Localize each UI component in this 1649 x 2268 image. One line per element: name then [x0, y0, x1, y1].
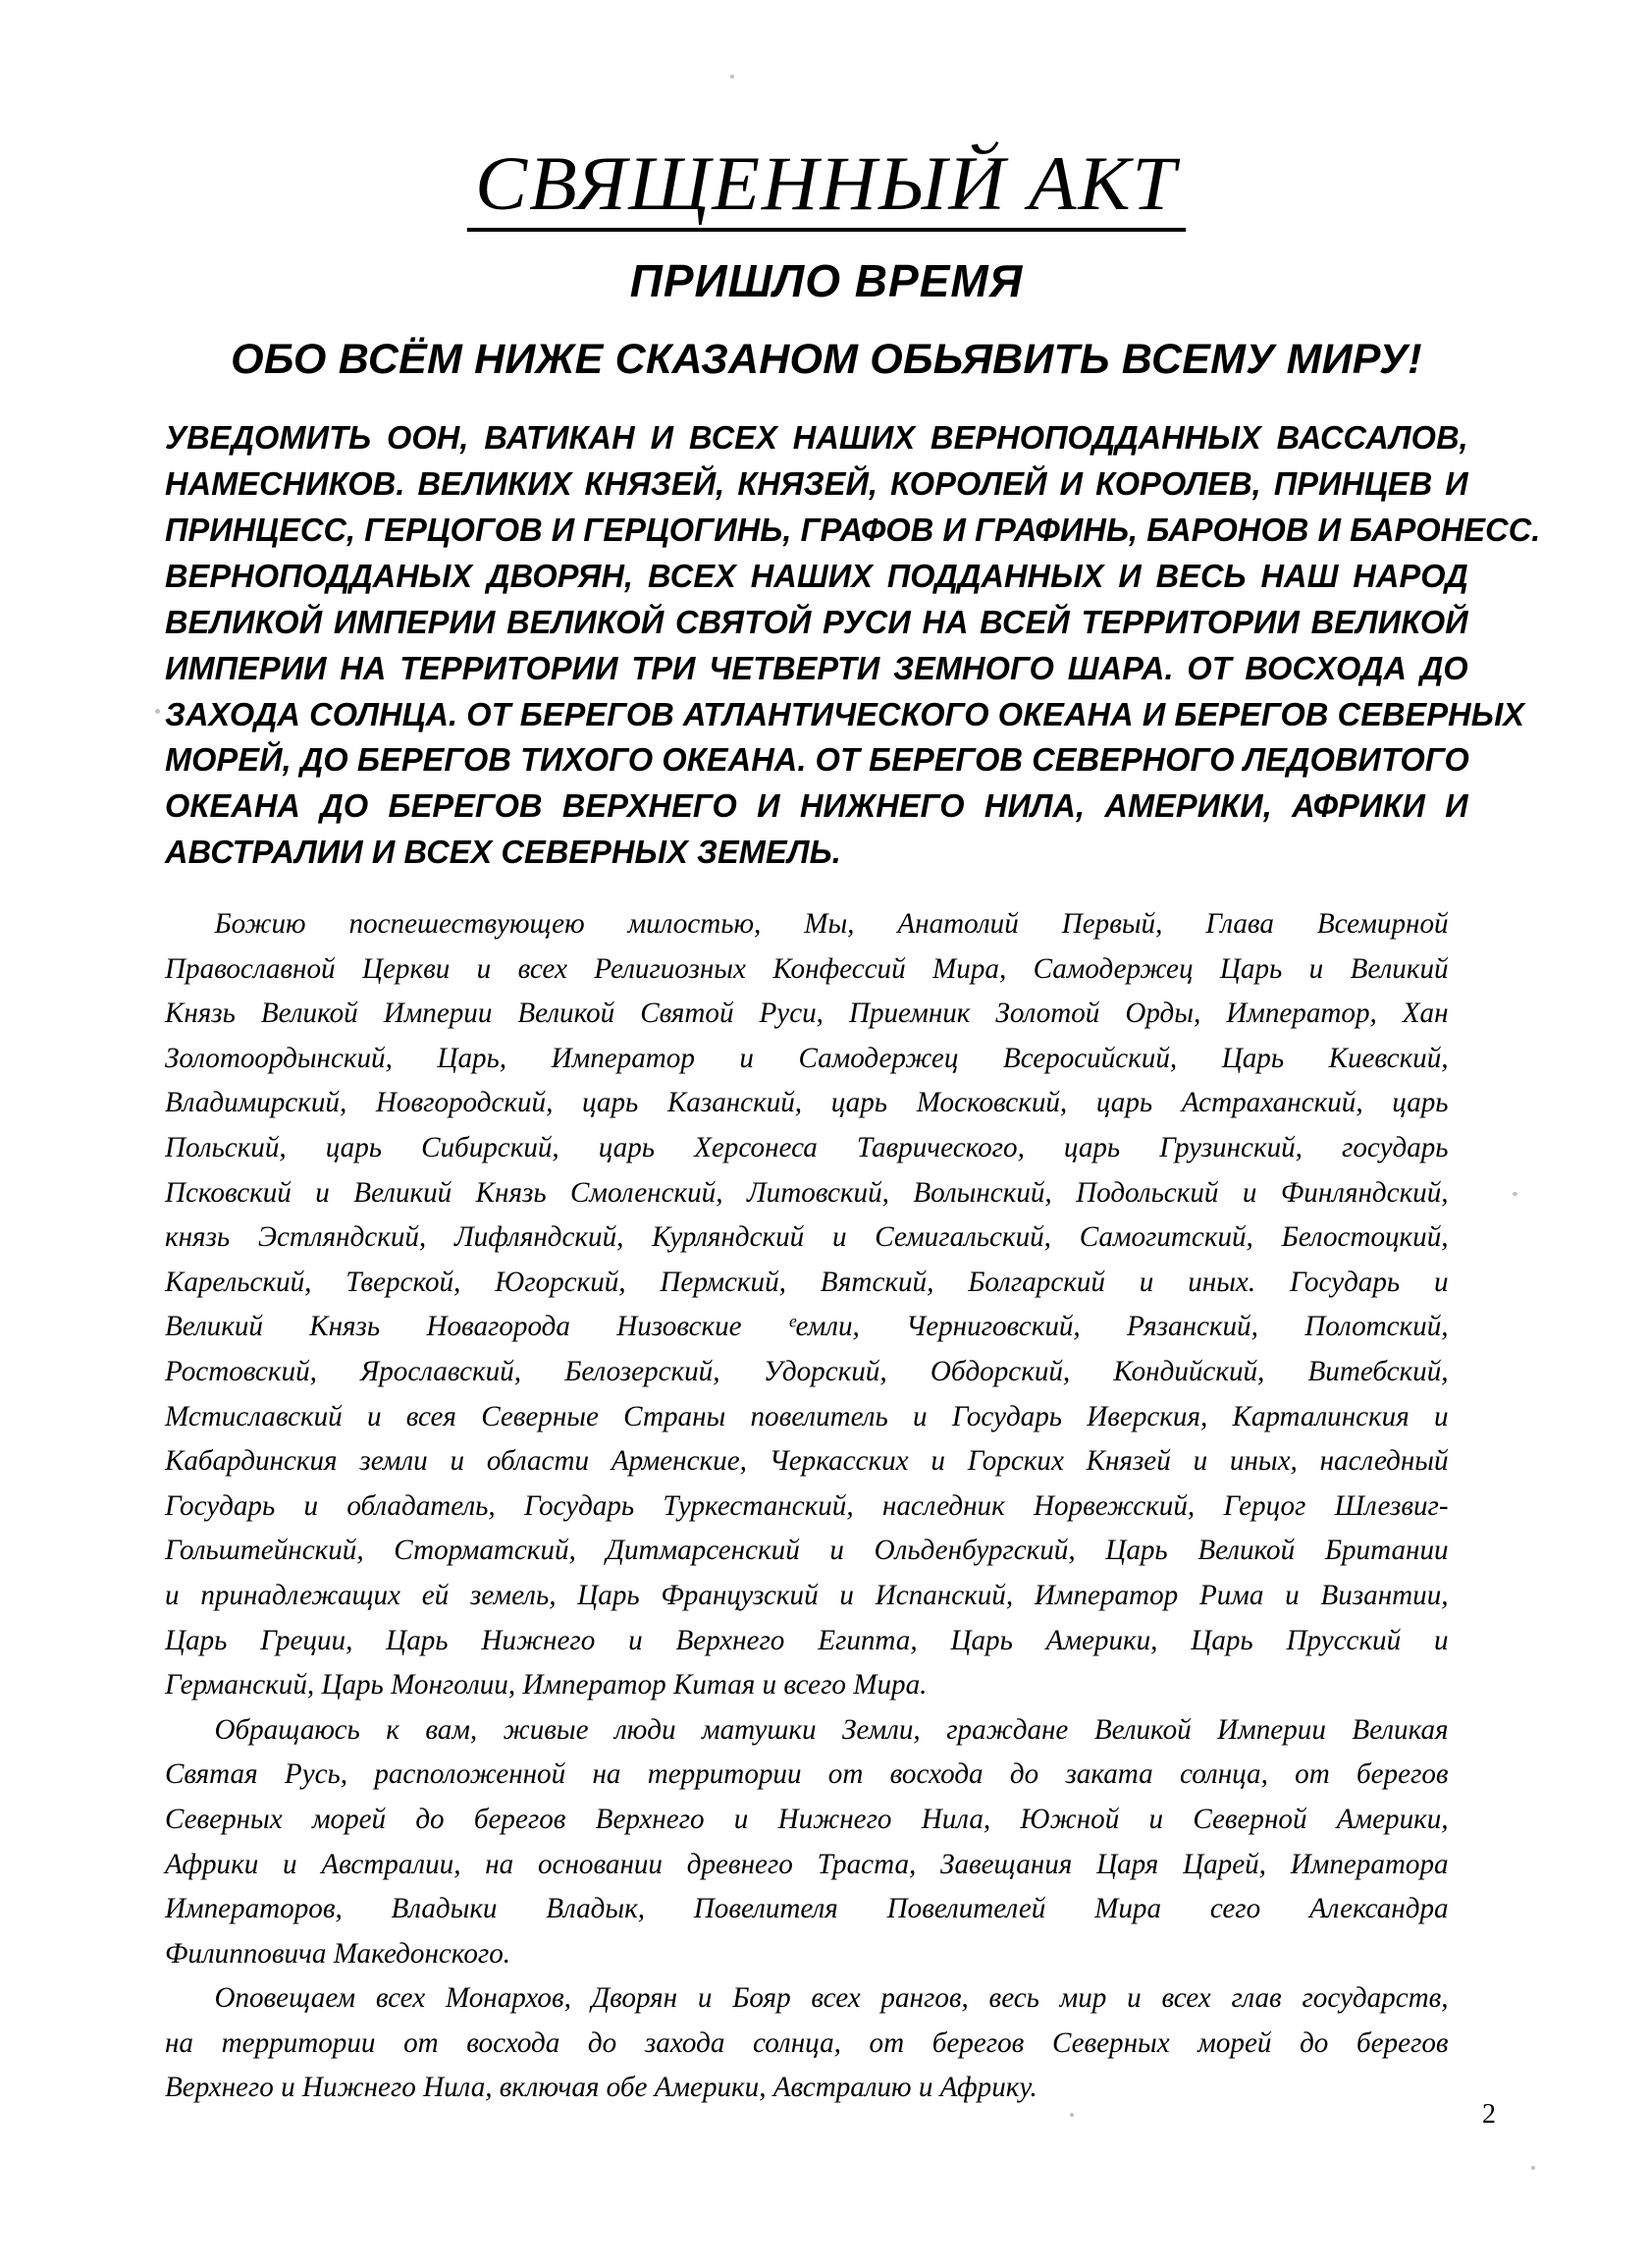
body-line: Филипповича Македонского. [165, 1936, 511, 1970]
page-title-underlined-text: СВЯЩЕННЫЙ АКТ [467, 145, 1186, 232]
body-line: Германский, Царь Монголии, Император Китая и всего Мира. [165, 1668, 928, 1701]
body-line: Государь и обладатель, Государь Туркестанский, наследник Норвежский, Герцог Шлезвиг- [165, 1488, 1449, 1522]
declaration-line: УВЕДОМИТЬ ООН, ВАТИКАН И ВСЕХ НАШИХ ВЕРНОПОДДАННЫХ ВАССАЛОВ, [165, 419, 1468, 457]
declaration-line: ИМПЕРИИ НА ТЕРРИТОРИИ ТРИ ЧЕТВЕРТИ ЗЕМНОГО ШАРА. ОТ ВОСХОДА ДО [165, 649, 1468, 686]
body-paragraph-address [165, 1707, 1488, 1976]
scan-speck [1070, 2113, 1074, 2117]
body-line: Кабардинския земли и области Арменские, Черкасских и Горских Князей и иных, наследный [165, 1444, 1449, 1478]
body-paragraph-titulature [165, 901, 1488, 1707]
body-line: Гольштейнский, Сторматский, Дитмарсенский и Ольденбургский, Царь Великой Британии [165, 1534, 1449, 1567]
body-line: и принадлежащих ей земель, Царь Французский и Испанский, Император Рима и Византии, [165, 1578, 1449, 1611]
body-line: Мстиславский и всея Северные Страны повелитель и Государь Иверския, Карталинския и [165, 1399, 1449, 1432]
body-line: Карельский, Тверской, Югорский, Пермский, Вятский, Болгарский и иных. Государь и [165, 1265, 1449, 1298]
body-line: Золотоордынский, Царь, Император и Самодержец Всеросийский, Царь Киевский, [165, 1041, 1449, 1074]
declaration-line: ОКЕАНА ДО БЕРЕГОВ ВЕРХНЕГО И НИЖНЕГО НИЛА, АМЕРИКИ, АФРИКИ И [165, 787, 1468, 825]
body-line: Божию поспешествующею милостью, Мы, Анатолий Первый, Глава Всемирной [214, 907, 1449, 941]
declaration-line: ЗАХОДА СОЛНЦА. ОТ БЕРЕГОВ АТЛАНТИЧЕСКОГО ОКЕАНА И БЕРЕГОВ СЕВЕРНЫХ [165, 695, 1525, 732]
body-line: князь Эстляндский, Лифляндский, Курляндский и Семигальский, Самогитский, Белостоцкий, [165, 1220, 1449, 1254]
declaration-line: НАМЕСНИКОВ. ВЕЛИКИХ КНЯЗЕЙ, КНЯЗЕЙ, КОРОЛЕЙ И КОРОЛЕВ, ПРИНЦЕВ И [165, 465, 1468, 503]
body-line: Оповещаем всех Монархов, Дворян и Бояр всех рангов, весь мир и всех глав государств, [214, 1981, 1449, 2015]
body-line: Ростовский, Ярославский, Белозерский, Удорский, Обдорский, Кондийский, Витебский, [165, 1354, 1449, 1387]
declaration-line: ВЕЛИКОЙ ИМПЕРИИ ВЕЛИКОЙ СВЯТОЙ РУСИ НА ВСЕЙ ТЕРРИТОРИИ ВЕЛИКОЙ [165, 603, 1468, 640]
body-line: Святая Русь, расположенной на территории от восхода до заката солнца, от берегов [165, 1757, 1449, 1791]
declaration-line: АВСТРАЛИИ И ВСЕХ СЕВЕРНЫХ ЗЕМЕЛЬ. [165, 834, 841, 871]
page-number: 2 [1482, 2099, 1496, 2130]
body-line: Африки и Австралии, на основании древнего Траста, Завещания Царя Царей, Императора [165, 1847, 1449, 1880]
declaration-line: ВЕРНОПОДДАНЫХ ДВОРЯН, ВСЕХ НАШИХ ПОДДАННЫХ И ВЕСЬ НАШ НАРОД [165, 558, 1468, 595]
scan-speck [155, 709, 160, 714]
body-text [165, 876, 1488, 2110]
body-line: Православной Церкви и всех Религиозных Конфессий Мира, Самодержец Царь и Великий [165, 951, 1449, 985]
declaration-block [165, 382, 1541, 876]
body-paragraph-notice [165, 1975, 1488, 2110]
body-line: Владимирский, Новгородский, царь Казанский, царь Московский, царь Астраханский, царь [165, 1086, 1449, 1119]
body-line: Обращаюсь к вам, живые люди матушки Земли, граждане Великой Империи Великая [214, 1712, 1449, 1746]
declaration-line: МОРЕЙ, ДО БЕРЕГОВ ТИХОГО ОКЕАНА. ОТ БЕРЕГОВ СЕВЕРНОГО ЛЕДОВИТОГО [165, 741, 1469, 779]
document-content [165, 0, 1541, 2110]
body-line: Польский, царь Сибирский, царь Херсонеса Таврического, царь Грузинский, государь [165, 1131, 1449, 1163]
scan-speck [1513, 1192, 1517, 1196]
body-line: Псковский и Великий Князь Смоленский, Литовский, Волынский, Подольский и Финляндский, [165, 1175, 1449, 1209]
page-title [165, 0, 1488, 232]
subtitle-secondary: ОБО ВСЁМ НИЖЕ СКАЗАНОМ ОБЬЯВИТЬ ВСЕМУ МИРУ! [231, 336, 1422, 384]
body-line: на территории от восхода до захода солнца, от берегов Северных морей до берегов [165, 2025, 1449, 2059]
declaration-line: ПРИНЦЕСС, ГЕРЦОГОВ И ГЕРЦОГИНЬ, ГРАФОВ И ГРАФИНЬ, БАРОНОВ И БАРОНЕСС. [165, 512, 1541, 549]
body-line: Верхнего и Нижнего Нила, включая обе Америки, Австралию и Африку. [165, 2071, 1037, 2104]
subtitle-primary: ПРИШЛО ВРЕМЯ [629, 255, 1024, 306]
body-line: Великий Князь Новагорода Низовские ᵉемли, Черниговский, Рязанский, Полотский, [165, 1310, 1449, 1343]
body-line: Императоров, Владыки Владык, Повелителя Повелителей Мира сего Александра [165, 1892, 1449, 1925]
scan-speck [1531, 2166, 1535, 2170]
body-line: Северных морей до берегов Верхнего и Нижнего Нила, Южной и Северной Америки, [165, 1802, 1449, 1835]
body-line: Князь Великой Империи Великой Святой Руси, Приемник Золотой Орды, Император, Хан [165, 997, 1449, 1030]
body-line: Царь Греции, Царь Нижнего и Верхнего Египта, Царь Америки, Царь Прусский и [165, 1623, 1449, 1656]
